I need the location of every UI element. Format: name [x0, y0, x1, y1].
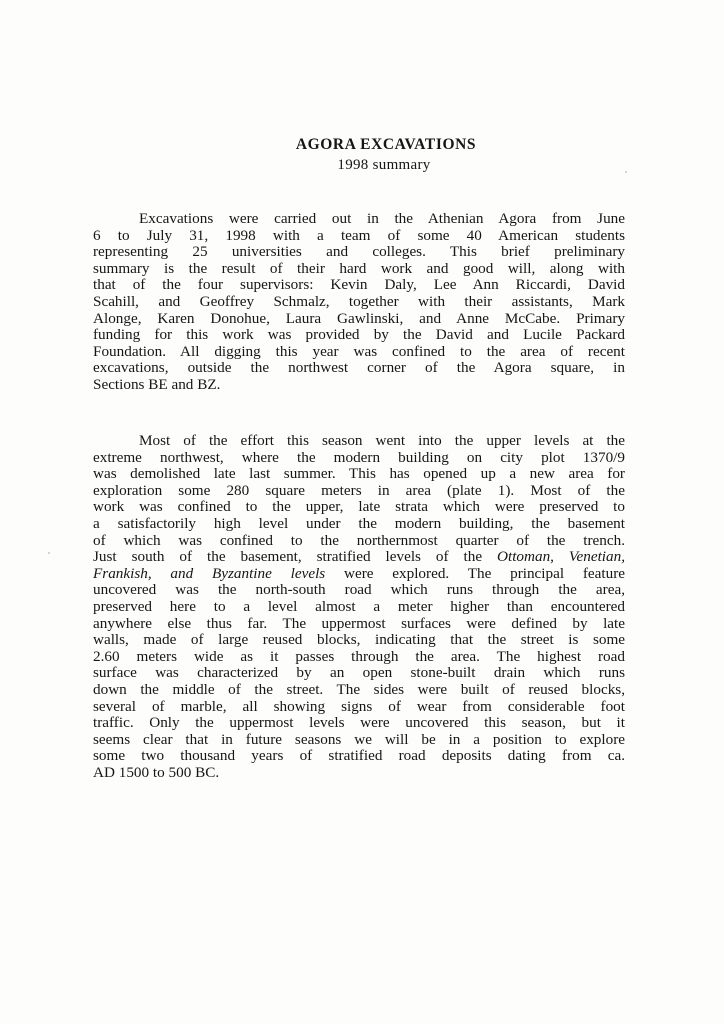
paragraph-line: Excavations were carried out in the Athenian Agora from June — [139, 210, 625, 227]
paragraph-line: 2.60 meters wide as it passes through the area. The highest road — [93, 647, 625, 665]
paragraph-line: down the middle of the street. The sides were built of reused blocks, — [93, 680, 625, 698]
italic-periods: Frankish, and Byzantine levels — [93, 564, 326, 582]
page-subtitle: 1998 summary — [337, 157, 431, 173]
paragraph-line: walls, made of large reused blocks, indicating that the street is some — [93, 631, 625, 649]
paragraph-line: work was confined to the upper, late strata which were preserved to — [93, 498, 625, 516]
paragraph-line: Sections BE and BZ. — [93, 375, 221, 393]
paragraph-line: preserved here to a level almost a meter higher than encountered — [93, 597, 625, 615]
paper-speck — [48, 552, 50, 554]
paragraph-1 — [93, 211, 625, 394]
paragraph-line: Scahill, and Geoffrey Schmalz, together with their assistants, Mark — [93, 292, 625, 310]
paragraph-line: AD 1500 to 500 BC. — [93, 763, 220, 781]
page-title: AGORA EXCAVATIONS — [295, 136, 477, 153]
paragraph-line: Foundation. All digging this year was confined to the area of recent — [93, 342, 625, 360]
paragraph-line: funding for this work was provided by the David and Lucile Packard — [93, 326, 625, 344]
line-text: Just south of the basement, stratified levels of the — [93, 548, 498, 566]
paragraph-line: seems clear that in future seasons we will be in a position to explore — [93, 730, 625, 748]
paragraph-line: excavations, outside the northwest corner of the Agora square, in — [93, 359, 625, 377]
paragraph-line: was demolished late last summer. This has opened up a new area for — [93, 465, 625, 483]
line-text: were explored. The principal feature — [325, 564, 626, 582]
italic-periods: Ottoman, Venetian, — [497, 548, 626, 566]
paragraph-line: exploration some 280 square meters in area (plate 1). Most of the — [93, 481, 625, 499]
paragraph-line: representing 25 universities and colleges. This brief preliminary — [93, 243, 625, 261]
paragraph-line: several of marble, all showing signs of wear from considerable foot — [93, 697, 625, 715]
paragraph-line: summary is the result of their hard work and good will, along with — [93, 259, 625, 277]
paragraph-line: Alonge, Karen Donohue, Laura Gawlinski, and Anne McCabe. Primary — [93, 309, 625, 327]
paper-speck — [625, 171, 627, 173]
paragraph-line: extreme northwest, where the modern building on city plot 1370/9 — [93, 448, 625, 466]
paragraph-line: uncovered was the north-south road which runs through the area, — [93, 581, 625, 599]
paragraph-2 — [93, 433, 625, 781]
paragraph-line-mixed — [93, 549, 625, 566]
paragraph-line: of which was confined to the northernmost quarter of the trench. — [93, 531, 625, 549]
paragraph-line-mixed — [93, 566, 625, 583]
paragraph-line: traffic. Only the uppermost levels were uncovered this season, but it — [93, 714, 625, 732]
paragraph-line: surface was characterized by an open stone-built drain which runs — [93, 664, 625, 682]
paragraph-line: anywhere else thus far. The uppermost surfaces were defined by late — [93, 614, 625, 632]
paragraph-line: 6 to July 31, 1998 with a team of some 40 American students — [93, 226, 625, 244]
paragraph-line: Most of the effort this season went into the upper levels at the — [139, 432, 625, 449]
paragraph-line: that of the four supervisors: Kevin Daly, Lee Ann Riccardi, David — [93, 276, 625, 294]
paragraph-line: some two thousand years of stratified road deposits dating from ca. — [93, 747, 625, 765]
paragraph-line: a satisfactorily high level under the modern building, the basement — [93, 514, 625, 532]
